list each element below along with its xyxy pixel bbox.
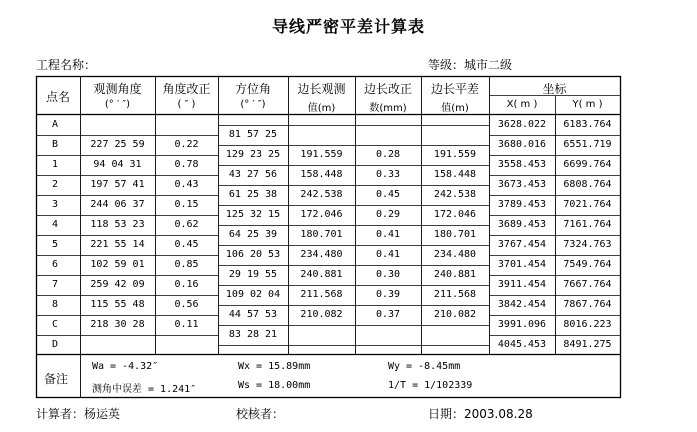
checker-label: 校核者： [236, 407, 285, 421]
point-name: C [52, 319, 59, 330]
angle-correction: 0.11 [174, 319, 199, 330]
side-adjusted: 210.082 [433, 309, 477, 320]
header-azimuth-unit: (° ′ ″) [240, 99, 266, 110]
angle-correction: 0.85 [174, 259, 199, 270]
azimuth: 83 28 21 [228, 329, 278, 340]
coord-x: 3628.022 [497, 119, 547, 130]
observed-angle: 218 30 28 [90, 319, 145, 330]
angle-correction: 0.62 [174, 219, 199, 230]
observed-angle: 244 06 37 [90, 199, 145, 210]
coord-x: 3689.453 [497, 219, 547, 230]
side-adjusted: 158.448 [433, 169, 477, 180]
side-correction: 0.41 [375, 249, 401, 260]
side-adjusted: 180.701 [433, 229, 477, 240]
coord-y: 7867.764 [563, 299, 612, 310]
angle-correction: 0.43 [174, 179, 199, 190]
side-adjusted: 172.046 [433, 209, 477, 220]
azimuth: 125 32 15 [225, 209, 281, 220]
coord-y: 7667.764 [563, 279, 612, 290]
azimuth: 64 25 39 [228, 229, 278, 240]
date-label: 日期：2003.08.28 [428, 407, 533, 421]
coord-x: 3842.454 [497, 299, 547, 310]
coord-x: 3701.454 [497, 259, 547, 270]
side-correction: 0.39 [375, 289, 401, 300]
side-observed: 242.538 [300, 189, 343, 200]
point-name: 5 [52, 239, 59, 250]
coord-y: 7161.764 [563, 219, 612, 230]
coord-y: 7021.764 [563, 199, 612, 210]
side-adjusted: 191.559 [433, 149, 477, 160]
side-correction: 0.30 [375, 269, 401, 280]
coord-x: 3789.453 [497, 199, 547, 210]
azimuth: 44 57 53 [228, 309, 278, 320]
header-angle-correction: 角度改正 [162, 82, 211, 96]
header-point-name: 点名 [45, 90, 70, 104]
side-adjusted: 242.538 [433, 189, 477, 200]
point-name: A [52, 119, 59, 130]
side-observed: 158.448 [300, 169, 343, 180]
point-name: 3 [52, 199, 59, 210]
angle-correction: 0.16 [174, 279, 199, 290]
coord-y: 8491.275 [563, 339, 612, 350]
side-observed: 234.480 [300, 249, 343, 260]
point-name: B [52, 139, 59, 150]
header-side-correction-unit: 数(mm) [369, 103, 407, 114]
observed-angle: 118 53 23 [90, 219, 145, 230]
observed-angle: 221 55 14 [90, 239, 145, 250]
point-name: 7 [52, 279, 59, 290]
side-adjusted: 211.568 [433, 289, 477, 300]
azimuth: 109 02 04 [225, 289, 281, 300]
point-name: 4 [52, 219, 59, 230]
header-azimuth: 方位角 [234, 82, 271, 96]
observed-angle: 227 25 59 [90, 139, 145, 150]
header-x: X( m ) [506, 99, 538, 110]
observed-angle: 94 04 31 [93, 159, 142, 170]
side-observed: 172.046 [300, 209, 343, 220]
side-correction: 0.29 [375, 209, 401, 220]
observed-angle: 259 42 09 [90, 279, 145, 290]
angle-correction: 0.22 [174, 139, 199, 150]
angle-correction: 0.45 [174, 239, 199, 250]
side-adjusted: 234.480 [433, 249, 477, 260]
azimuth: 106 20 53 [225, 249, 281, 260]
side-correction: 0.45 [375, 189, 401, 200]
grade-label: 等级：城市二级 [428, 58, 513, 72]
side-observed: 180.701 [300, 229, 343, 240]
coord-y: 6183.764 [563, 119, 612, 130]
header-side-adjusted: 边长平差 [430, 82, 479, 96]
azimuth: 29 19 55 [228, 269, 278, 280]
side-correction: 0.28 [375, 149, 401, 160]
header-side-correction: 边长改正 [363, 82, 412, 96]
coord-y: 6808.764 [563, 179, 612, 190]
point-name: 1 [52, 159, 59, 170]
azimuth: 81 57 25 [228, 129, 278, 140]
coord-x: 3767.454 [497, 239, 547, 250]
point-name: D [52, 339, 59, 350]
remarks-label: 备注 [44, 372, 69, 386]
azimuth: 43 27 56 [228, 169, 278, 180]
side-observed: 240.881 [300, 269, 343, 280]
angle-correction: 0.15 [174, 199, 199, 210]
remark-relative-error: 1/T = 1/102339 [388, 380, 473, 391]
angle-correction: 0.56 [174, 299, 199, 310]
point-name: 6 [52, 259, 59, 270]
side-observed: 191.559 [300, 149, 343, 160]
coord-y: 7324.763 [563, 239, 612, 250]
remark-wx: Wx = 15.89mm [238, 361, 311, 372]
header-y: Y( m ) [572, 99, 603, 110]
remark-ws: Ws = 18.00mm [238, 380, 311, 391]
side-correction: 0.41 [375, 229, 401, 240]
header-side-adjusted-unit: 值(m) [441, 103, 469, 114]
side-correction: 0.33 [375, 169, 401, 180]
calculator-label: 计算者：杨运英 [36, 407, 121, 421]
header-side-observed: 边长观测 [297, 82, 346, 96]
point-name: 2 [52, 179, 59, 190]
angle-correction: 0.78 [174, 159, 199, 170]
observed-angle: 115 55 48 [90, 299, 145, 310]
remark-wa: Wa = -4.32″ [92, 361, 159, 372]
page-title: 导线严密平差计算表 [271, 17, 425, 36]
header-side-observed-unit: 值(m) [307, 103, 336, 114]
point-name: 8 [52, 299, 59, 310]
observed-angle: 197 57 41 [90, 179, 145, 190]
coord-x: 3680.016 [497, 139, 547, 150]
header-observed-angle: 观测角度 [93, 82, 142, 96]
coord-x: 4045.453 [497, 339, 547, 350]
side-observed: 211.568 [300, 289, 343, 300]
coord-x: 3673.453 [497, 179, 547, 190]
side-observed: 210.082 [300, 309, 343, 320]
header-coordinates: 坐标 [542, 82, 567, 96]
header-observed-angle-unit: (° ′ ″) [104, 99, 131, 110]
coord-x: 3558.453 [497, 159, 547, 170]
azimuth: 129 23 25 [225, 149, 281, 160]
azimuth: 61 25 38 [228, 189, 278, 200]
coord-y: 6699.764 [563, 159, 612, 170]
side-correction: 0.37 [375, 309, 401, 320]
project-name-label: 工程名称： [36, 58, 97, 72]
coord-y: 8016.223 [563, 319, 612, 330]
remark-angle-rmse: 测角中误差 = 1.241″ [92, 384, 197, 395]
remark-wy: Wy = -8.45mm [388, 361, 461, 372]
coord-x: 3911.454 [497, 279, 547, 290]
observed-angle: 102 59 01 [90, 259, 145, 270]
header-angle-correction-unit: ( ″ ) [177, 99, 196, 110]
coord-y: 6551.719 [563, 139, 612, 150]
side-adjusted: 240.881 [433, 269, 477, 280]
coord-x: 3991.096 [497, 319, 547, 330]
coord-y: 7549.764 [563, 259, 612, 270]
